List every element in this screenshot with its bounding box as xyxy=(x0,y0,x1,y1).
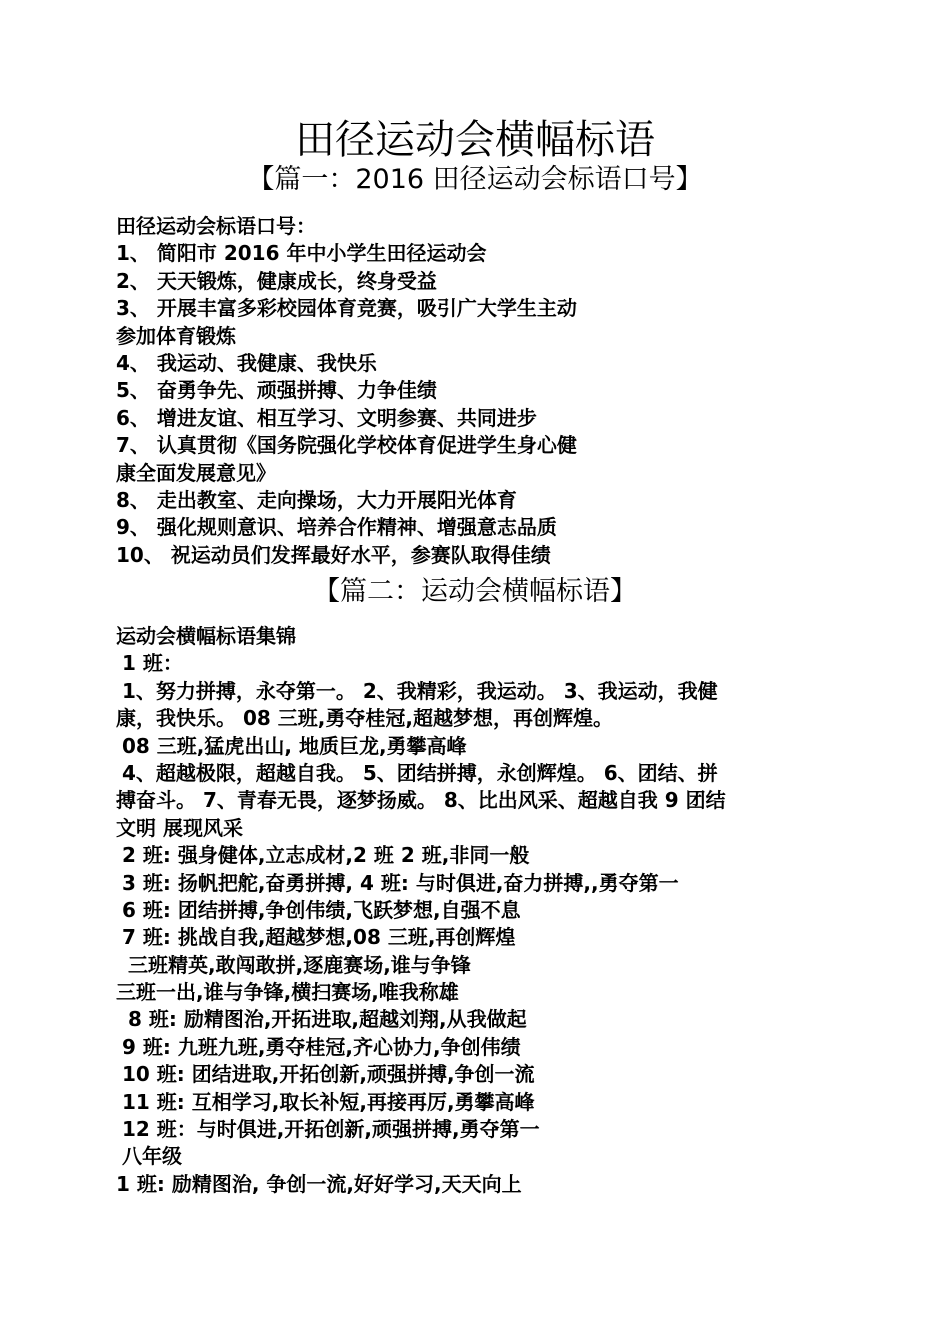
section-2-line: 7 班: 挑战自我,超越梦想,08 三班,再创辉煌 xyxy=(122,925,516,950)
section-1-line: 6、 增进友谊、相互学习、文明参赛、共同进步 xyxy=(116,405,537,430)
section-1-line: 田径运动会标语口号： xyxy=(116,214,316,238)
section-2-heading: 【篇二：运动会横幅标语】 xyxy=(313,576,637,607)
section-2-line: 6 班: 团结拼搏,争创伟绩,飞跃梦想,自强不息 xyxy=(122,897,521,922)
section-2-line: 1、努力拼搏，永夺第一。 2、我精彩，我运动。 3、我运动，我健 xyxy=(122,678,718,703)
section-2-line: 08 三班,猛虎出山, 地质巨龙,勇攀高峰 xyxy=(122,733,467,758)
section-2-line: 1 班: 励精图治, 争创一流,好好学习,天天向上 xyxy=(116,1171,522,1196)
section-1-line: 5、 奋勇争先、顽强拼搏、力争佳绩 xyxy=(116,378,437,403)
section-2-line: 八年级 xyxy=(122,1144,182,1169)
section-1-body xyxy=(116,213,836,569)
section-1-line: 2、 天天锻炼，健康成长，终身受益 xyxy=(116,268,437,293)
section-1-line: 8、 走出教室、走向操场，大力开展阳光体育 xyxy=(116,487,517,512)
section-2-line: 10 班: 团结进取,开拓创新,顽强拼搏,争创一流 xyxy=(122,1062,535,1087)
section-2-line: 11 班: 互相学习,取长补短,再接再厉,勇攀高峰 xyxy=(122,1089,535,1114)
section-2-line: 9 班: 九班九班,勇夺桂冠,齐心协力,争创伟绩 xyxy=(122,1034,521,1059)
section-1-line: 1、 简阳市 2016 年中小学生田径运动会 xyxy=(116,241,487,266)
section-2-line: 8 班: 励精图治,开拓进取,超越刘翔,从我做起 xyxy=(128,1007,527,1032)
section-1-line: 康全面发展意见》 xyxy=(116,460,276,485)
section-2-line: 2 班: 强身健体,立志成材,2 班 2 班,非同一般 xyxy=(122,843,530,868)
section-1-line: 4、 我运动、我健康、我快乐 xyxy=(116,350,377,375)
section-2-line: 搏奋斗。 7、青春无畏，逐梦扬威。 8、比出风采、超越自我 9 团结 xyxy=(116,788,726,813)
page-title: 田径运动会横幅标语 xyxy=(295,117,655,163)
section-1-line: 3、 开展丰富多彩校园体育竞赛，吸引广大学生主动 xyxy=(116,296,577,321)
section-2-line: 文明 展现风采 xyxy=(116,815,243,840)
section-2-line: 三班精英,敢闯敢拼,逐鹿赛场,谁与争锋 xyxy=(128,952,471,977)
section-1-line: 10、 祝运动员们发挥最好水平，参赛队取得佳绩 xyxy=(116,542,551,567)
section-1-line: 参加体育锻炼 xyxy=(116,323,236,348)
section-2-line: 1 班： xyxy=(122,651,183,676)
section-2-line: 运动会横幅标语集锦 xyxy=(116,624,296,648)
section-1-line: 9、 强化规则意识、培养合作精神、增强意志品质 xyxy=(116,515,557,540)
section-2-line: 12 班：与时俱进,开拓创新,顽强拼搏,勇夺第一 xyxy=(122,1117,540,1142)
section-2-line: 康，我快乐。 08 三班,勇夺桂冠,超越梦想，再创辉煌。 xyxy=(116,706,613,731)
section-2-line: 4、超越极限，超越自我。 5、团结拼搏，永创辉煌。 6、团结、拼 xyxy=(122,760,718,785)
section-1-line: 7、 认真贯彻《国务院强化学校体育促进学生身心健 xyxy=(116,433,577,458)
section-2-line: 3 班: 扬帆把舵,奋勇拼搏, 4 班: 与时俱进,奋力拼搏,,勇夺第一 xyxy=(122,870,679,895)
section-1-heading: 【篇一：2016 田径运动会标语口号】 xyxy=(247,164,703,195)
section-2-body xyxy=(116,623,836,1198)
section-2-line: 三班一出,谁与争锋,横扫赛场,唯我称雄 xyxy=(116,980,459,1005)
